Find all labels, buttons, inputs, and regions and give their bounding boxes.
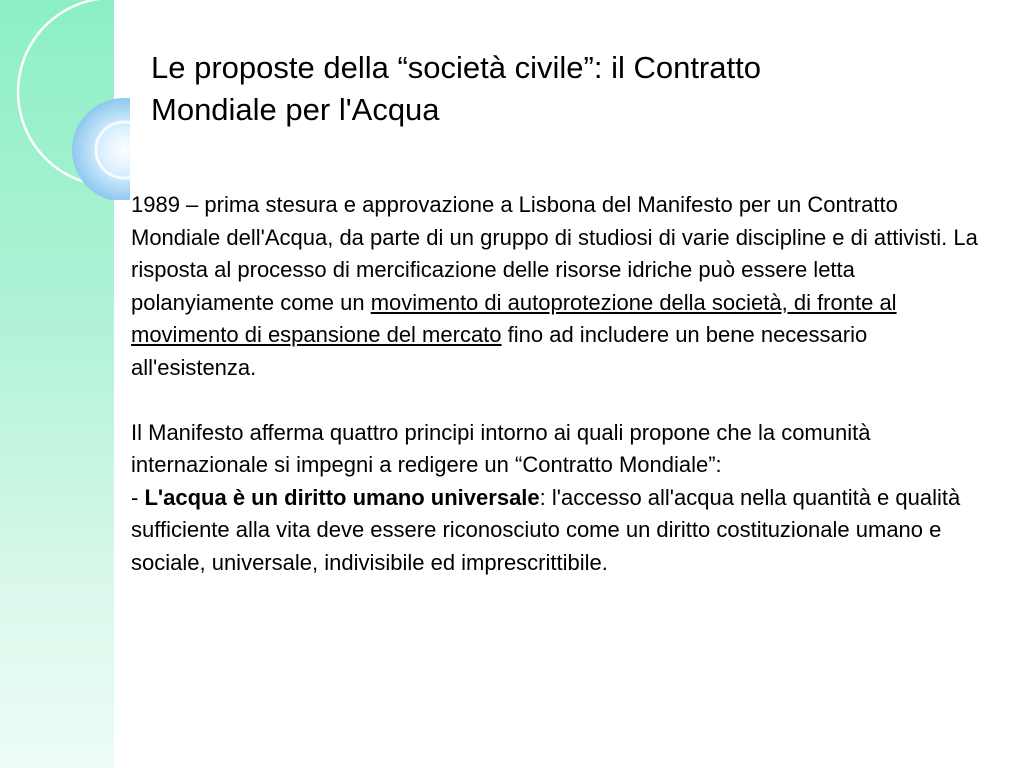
paragraph-history [131,189,981,384]
bullet-dash: - [131,484,145,510]
slide-body [131,189,981,579]
bullet-text: : l'accesso all'acqua nella quantità e qualità sufficiente alla vita deve essere riconosciuto come un diritto costituzionale umano e sociale, universale, indivisibile ed imprescrittibile. [131,484,961,575]
paragraph-history-end: fino ad includere un bene necessario all'esistenza. [131,322,868,380]
title-line-2: Mondiale per l'Acqua [151,92,440,127]
bullet-bold-phrase: L'acqua è un diritto umano universale [144,484,540,510]
paragraph-principles: Il Manifesto afferma quattro principi intorno ai quali propone che la comunità internazionale si impegni a redigere un “Contratto Mondiale”: [131,419,871,477]
bullet-item [131,482,981,580]
paragraph-gap [131,384,981,417]
underlined-phrase: movimento di autoprotezione della società, di fronte al movimento di espansione del mercato [131,289,897,347]
blue-disc [72,98,130,200]
title-line-1: Le proposte della “società civile”: il Contratto [151,50,761,85]
decorative-circles [0,0,130,200]
paragraph-history-text: 1989 – prima stesura e approvazione a Lisbona del Manifesto per un Contratto Mondiale dell'Acqua, da parte di un gruppo di studiosi di varie discipline e di attivisti. La risposta al processo di mercificazione delle risorse idriche può essere letta polanyiamente come un [131,192,978,315]
slide-title [151,47,991,131]
